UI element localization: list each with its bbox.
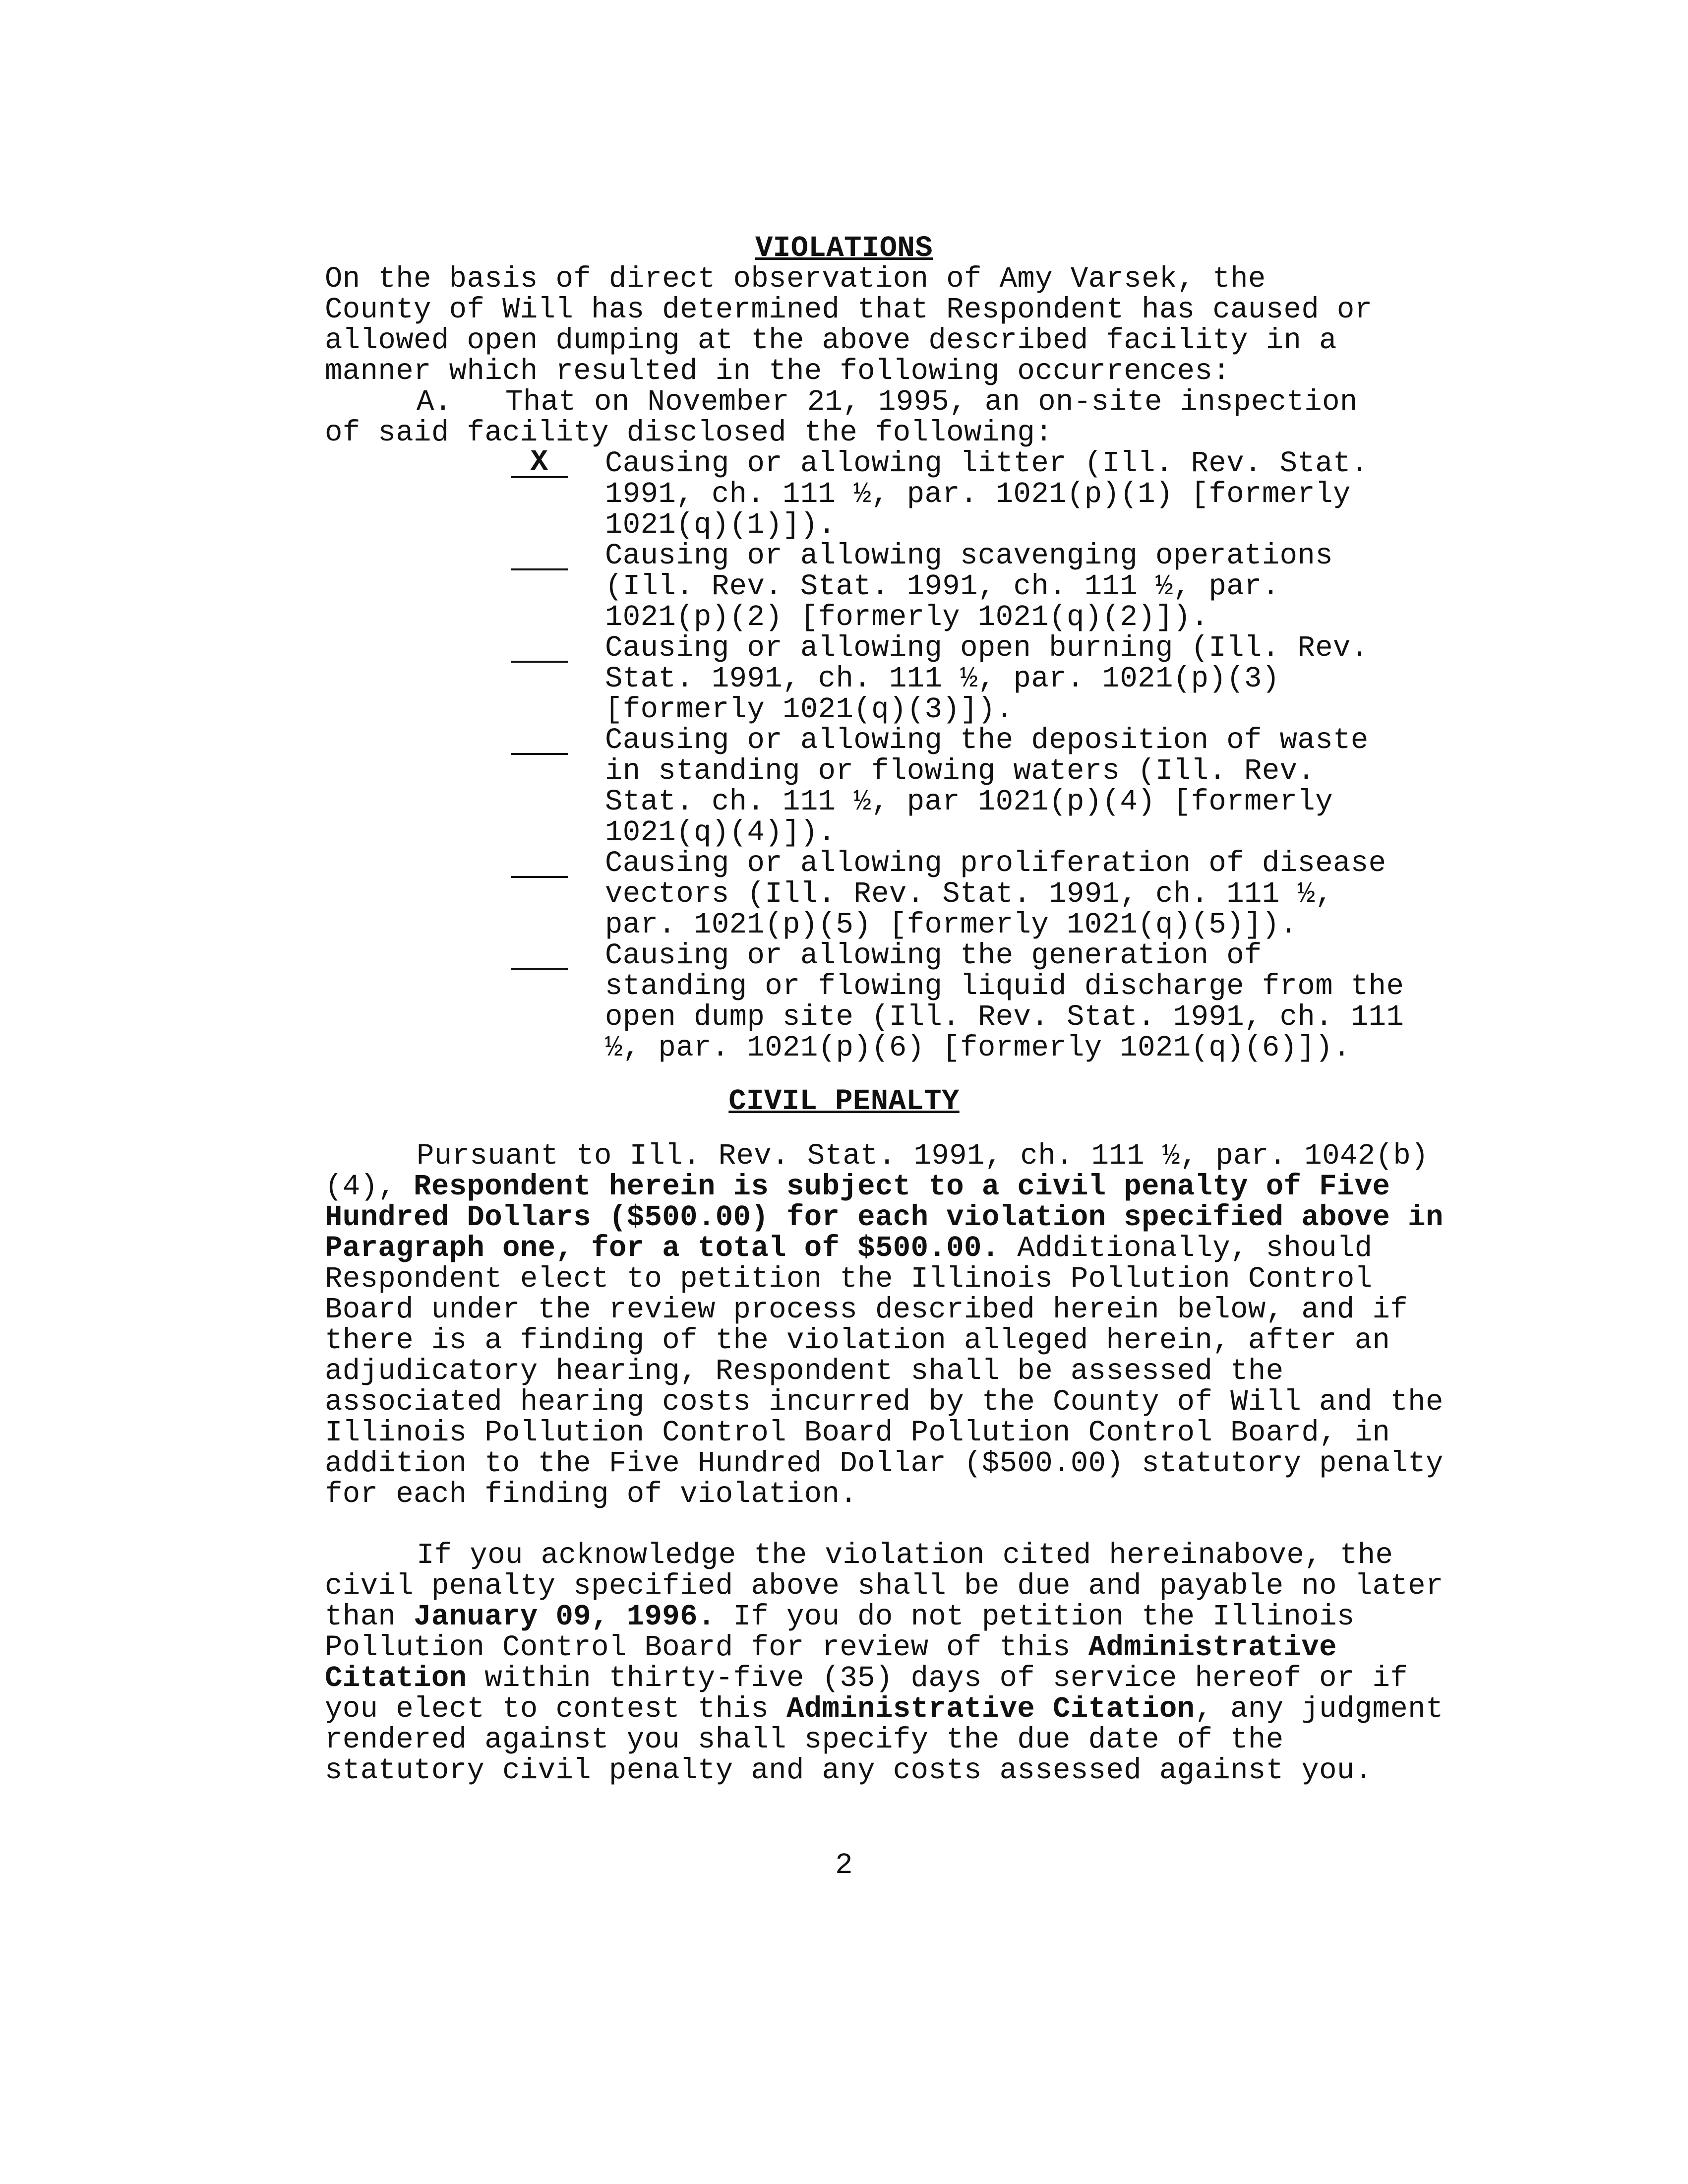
checkbox-line-scavenging xyxy=(511,541,568,570)
checkbox-line-liquid-discharge xyxy=(511,940,568,970)
item-line: Causing or allowing litter (Ill. Rev. Stat. xyxy=(605,447,1369,480)
item-line: Causing or allowing the generation of xyxy=(605,939,1262,972)
page-number: 2 xyxy=(835,1849,853,1882)
checkbox-line-deposition xyxy=(511,725,568,755)
item-line: open dump site (Ill. Rev. Stat. 1991, ch. 111 xyxy=(605,1000,1404,1034)
citation-term: Administrative Citation xyxy=(786,1692,1195,1726)
item-line: 1021(p)(2) [formerly 1021(q)(2)]). xyxy=(605,601,1209,634)
checkbox-line-open-burning xyxy=(511,633,568,663)
item-line: 1991, ch. 111 ½, par. 1021(p)(1) [formerly xyxy=(605,478,1351,511)
penalty-amount-statement: Respondent herein is subject to a civil penalty of Five Hundred Dollars ($500.00) for each violation specified above in Paragraph one, for a total of $500.00. xyxy=(325,1170,1444,1265)
item-line: 1021(q)(4)]). xyxy=(605,816,836,849)
item-line: in standing or flowing waters (Ill. Rev. xyxy=(605,754,1316,788)
item-a-line: of said facility disclosed the following: xyxy=(325,416,1053,449)
civil-penalty-paragraph xyxy=(325,1141,1460,1510)
due-date: January 09, 1996. xyxy=(414,1600,716,1633)
item-line: (Ill. Rev. Stat. 1991, ch. 111 ½, par. xyxy=(605,570,1280,603)
paragraph-text: within thirty-five (35) days of service hereof or if you elect to contest this xyxy=(325,1662,1408,1726)
intro-line: manner which resulted in the following occurrences: xyxy=(325,355,1231,388)
item-line: Stat. 1991, ch. 111 ½, par. 1021(p)(3) xyxy=(605,662,1280,695)
payment-paragraph xyxy=(325,1540,1460,1786)
paragraph-text: Additionally, should Respondent elect to petition the Illinois Pollution Control Board under the review process described herein below, and if there is a finding of the violation alleged herein, after an adjudicatory hearing, Respondent shall be assessed the associated hearing costs incurred by the County of Will and the Illinois Pollution Control Board Pollution Control Board, in addition to the Five Hundred Dollar ($500.00) statutory penalty for each finding of violation. xyxy=(325,1232,1444,1511)
item-line: standing or flowing liquid discharge from the xyxy=(605,970,1404,1003)
civil-penalty-heading: CIVIL PENALTY xyxy=(728,1085,960,1118)
item-line: Causing or allowing the deposition of waste xyxy=(605,724,1369,757)
paragraph-text: If you do not petition the Illinois Pollution Control Board for review of this xyxy=(325,1600,1355,1664)
item-line: 1021(q)(1)]). xyxy=(605,508,836,542)
paragraph-text: , any judgment rendered against you shall specify the due date of the statutory civil penalty and any costs assessed against you. xyxy=(325,1692,1444,1787)
item-a-line: A. That on November 21, 1995, an on-site inspection xyxy=(417,385,1358,419)
item-line: Stat. ch. 111 ½, par 1021(p)(4) [formerly xyxy=(605,785,1333,818)
intro-line: On the basis of direct observation of Amy Varsek, the xyxy=(325,262,1266,296)
paragraph-text: If you acknowledge the violation cited hereinabove, the civil penalty specified above shall be due and payable no later than xyxy=(325,1539,1444,1633)
paragraph-text: Pursuant to Ill. Rev. Stat. 1991, ch. 111 ½, par. 1042(b)(4), xyxy=(325,1139,1429,1203)
citation-term: Administrative Citation xyxy=(325,1631,1337,1695)
intro-line: County of Will has determined that Respondent has caused or xyxy=(325,293,1373,326)
item-line: Causing or allowing open burning (Ill. Rev. xyxy=(605,631,1369,665)
item-line: Causing or allowing scavenging operations xyxy=(605,539,1333,572)
item-line: Causing or allowing proliferation of disease xyxy=(605,847,1387,880)
violations-heading: VIOLATIONS xyxy=(755,232,933,265)
checkbox-line-disease-vectors xyxy=(511,848,568,878)
item-line: [formerly 1021(q)(3)]). xyxy=(605,693,1014,726)
item-line: ½, par. 1021(p)(6) [formerly 1021(q)(6)]). xyxy=(605,1031,1351,1064)
item-line: par. 1021(p)(5) [formerly 1021(q)(5)]). xyxy=(605,908,1298,941)
checkbox-line-litter: X xyxy=(511,448,568,478)
item-line: vectors (Ill. Rev. Stat. 1991, ch. 111 ½, xyxy=(605,877,1333,911)
intro-line: allowed open dumping at the above described facility in a xyxy=(325,324,1337,357)
